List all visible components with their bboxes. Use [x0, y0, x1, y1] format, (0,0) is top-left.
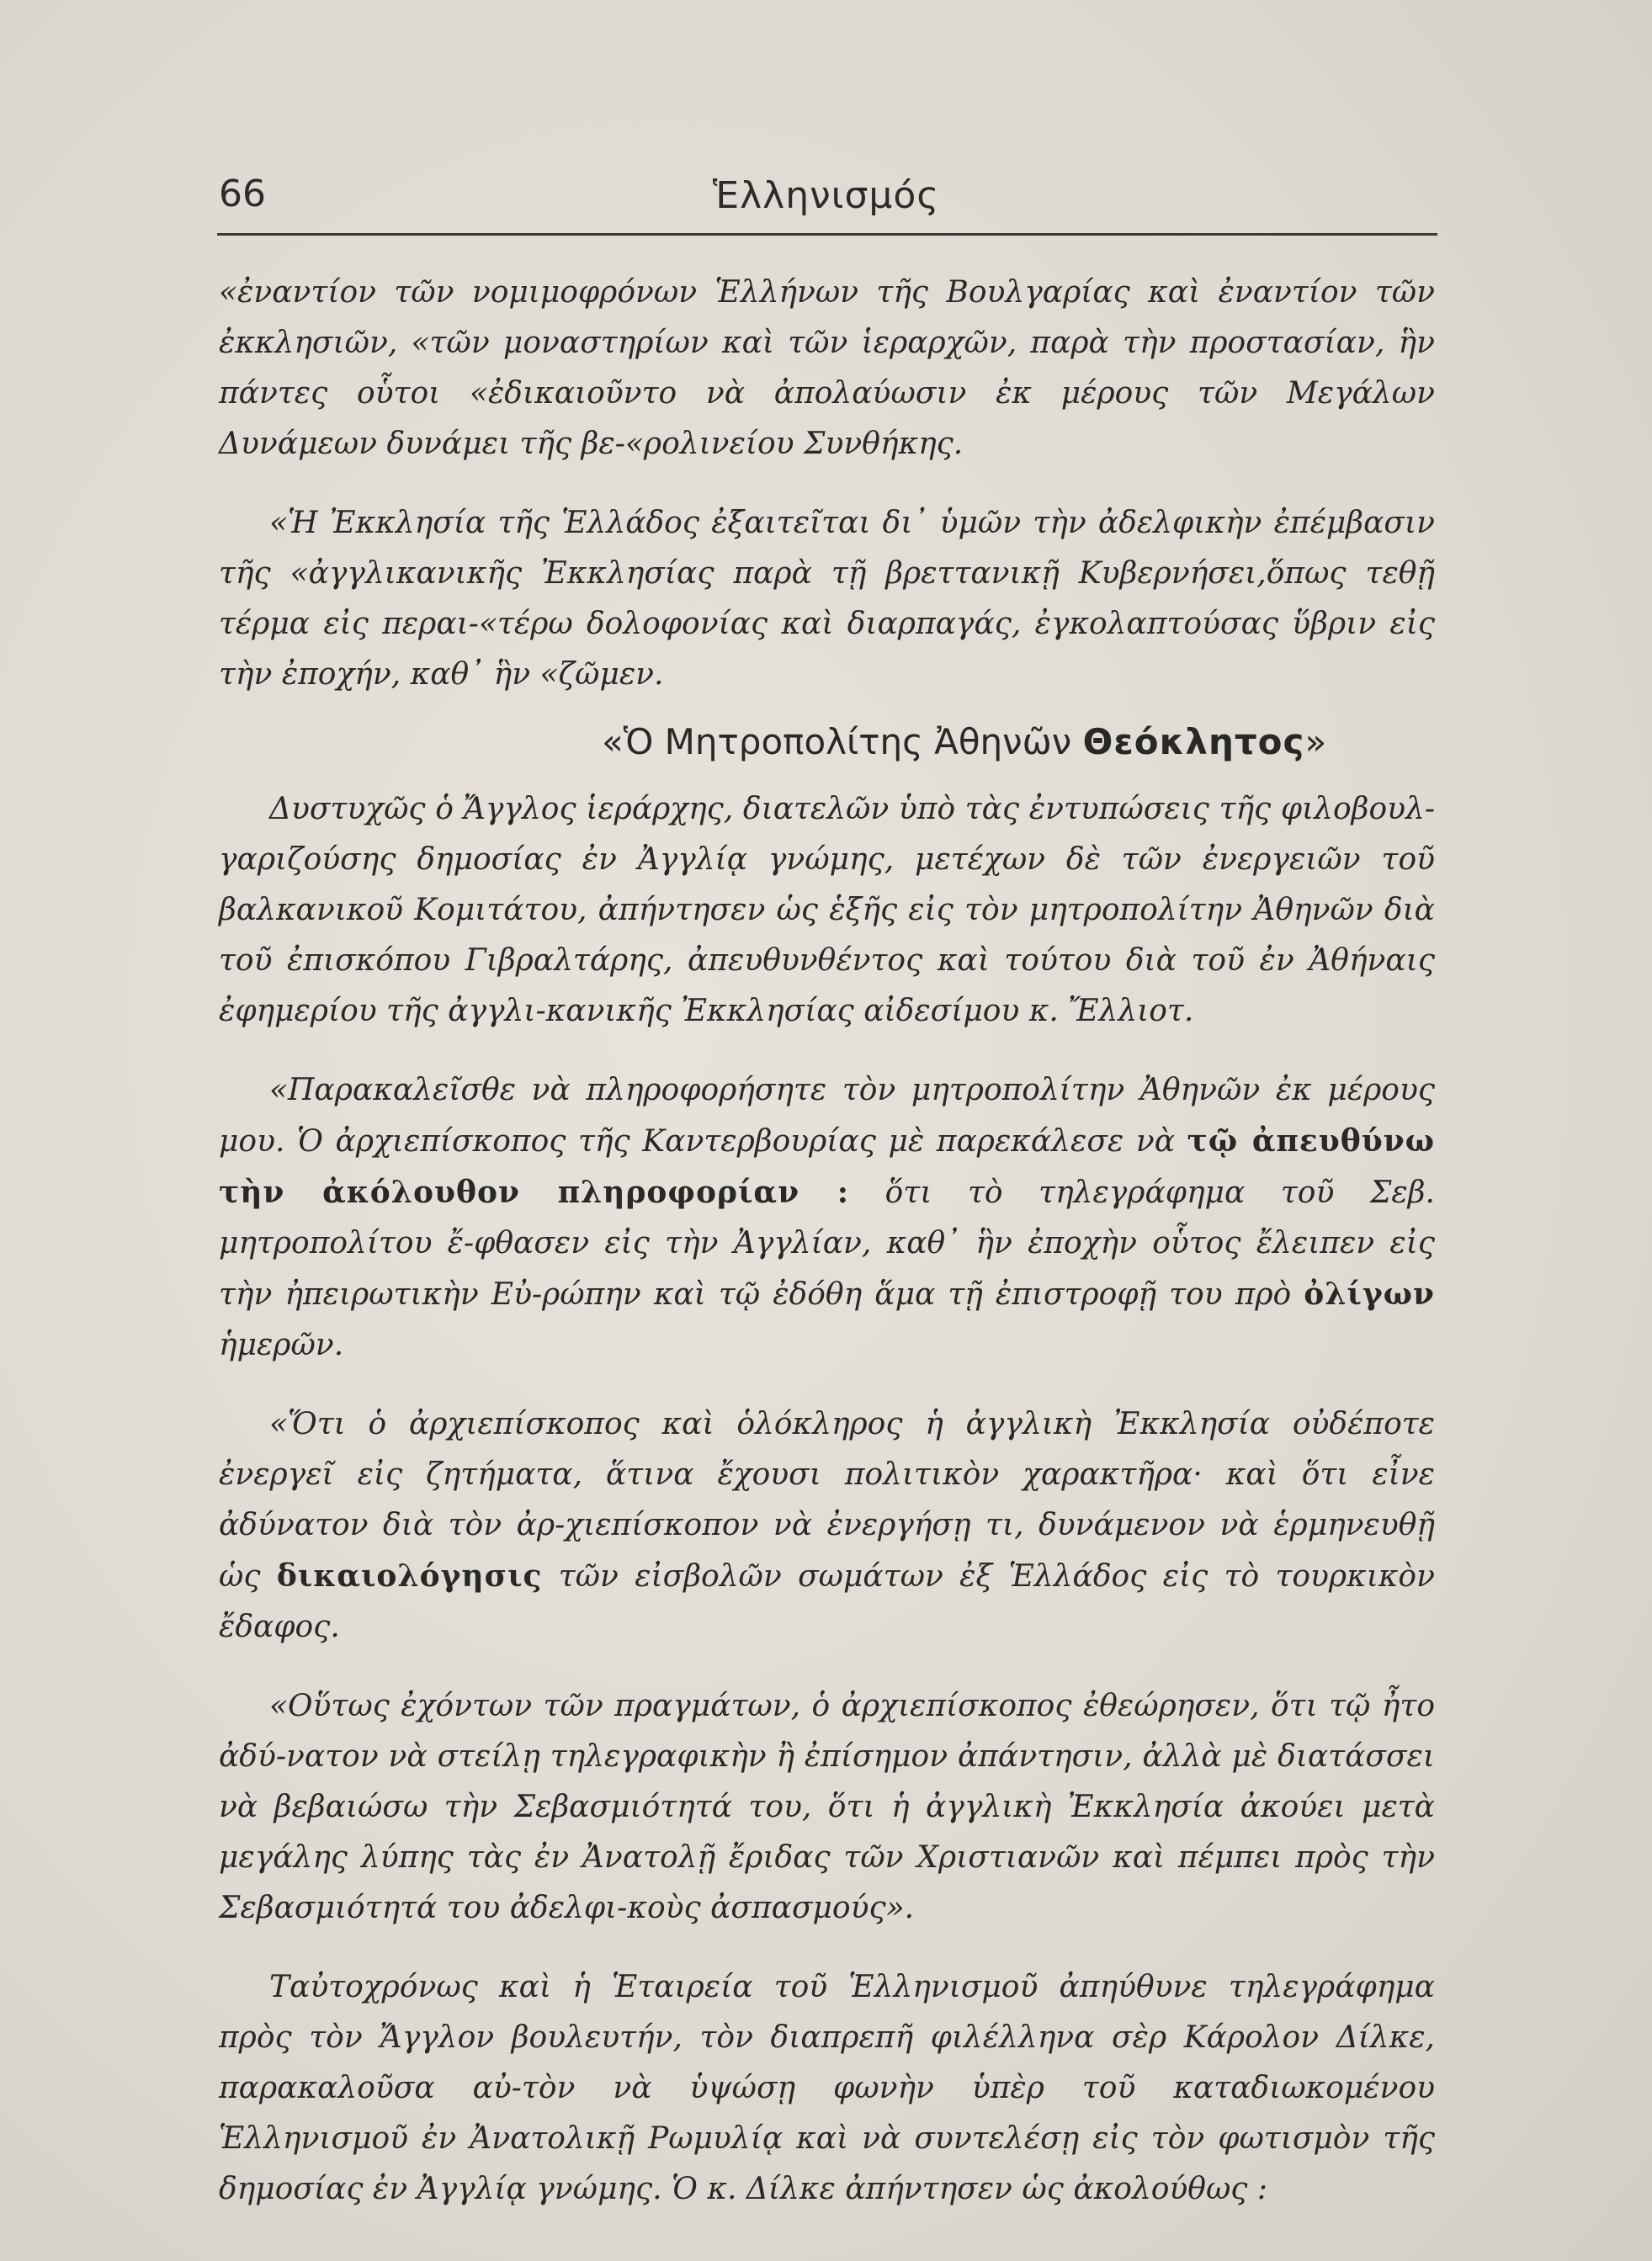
signature-name: Θεόκλητος [1082, 721, 1305, 762]
page-header [0, 172, 1652, 223]
paragraph-6: «Οὕτως ἐχόντων τῶν πραγμάτων, ὁ ἀρχιεπίσκοπος ἐθεώρησεν, ὅτι τῷ ἦτο ἀδύ-νατον νὰ στείλῃ τηλεγραφικὴν ἢ ἐπίσημον ἀπάντησιν, ἀλλὰ μὲ διατάσσει νὰ βεβαιώσω τὴν Σεβασμιότητά του, ὅτι ἡ ἀγγλικὴ Ἐκκλησία ἀκούει μετὰ μεγάλης λύπης τὰς ἐν Ἀνατολῇ ἔριδας τῶν Χριστιανῶν καὶ πέμπει πρὸς τὴν Σεβασμιότητά του ἀδελφι-κοὺς ἀσπασμούς». [219, 1689, 1435, 1925]
paragraph-5-part-a: «Ὅτι ὁ ἀρχιεπίσκοπος καὶ ὁλόκληρος ἡ ἀγγλικὴ Ἐκκλησία οὐδέποτε ἐνεργεῖ εἰς ζητήματα, ἅτινα ἔχουσι πολιτικὸν χαρακτῆρα· καὶ ὅτι εἶνε ἀδύνατον διὰ τὸν ἀρ-χιεπίσκοπον νὰ ἐνεργήσῃ τι, δυνάμενον νὰ ἑρμηνευθῇ ὡς [219, 1407, 1435, 1594]
paragraph-4-part-a: «Παρακαλεῖσθε νὰ πληροφορήσητε τὸν μητροπολίτην Ἀθηνῶν ἐκ μέρους μου. Ὁ ἀρχιεπίσκοπος τῆς Καντερβουρίας μὲ παρεκάλεσε νὰ [219, 1073, 1435, 1159]
paragraph-4-part-b: ὅτι τὸ τηλεγράφημα τοῦ Σεβ. μητροπολίτου ἔ-φθασεν εἰς τὴν Ἀγγλίαν, καθ᾽ ἣν ἐποχὴν οὗτος ἔλειπεν εἰς τὴν ἠπειρωτικὴν Εὐ-ρώπην καὶ τῷ ἐδόθη ἅμα τῇ ἐπιστροφῇ του πρὸ [219, 1176, 1435, 1312]
signature-prefix: «Ὁ Μητροπολίτης Ἀθηνῶν [602, 721, 1083, 762]
paragraph-7: Ταὐτοχρόνως καὶ ἡ Ἑταιρεία τοῦ Ἑλληνισμοῦ ἀπηύθυνε τηλεγράφημα πρὸς τὸν Ἄγγλον βουλευτήν, τὸν διαπρεπῆ φιλέλληνα σὲρ Κάρολον Δίλκε, παρακαλοῦσα αὐ-τὸν νὰ ὑψώσῃ φωνὴν ὑπὲρ τοῦ καταδιωκομένου Ἑλληνισμοῦ ἐν Ἀνατολικῇ Ρωμυλίᾳ καὶ νὰ συντελέσῃ εἰς τὸν φωτισμὸν τῆς δημοσίας ἐν Ἀγγλίᾳ γνώμης. Ὁ κ. Δίλκε ἀπήντησεν ὡς ἀκολούθως : [219, 1970, 1435, 2206]
paragraph-5-emphasis: δικαιολόγησις [276, 1558, 543, 1594]
header-rule [217, 233, 1437, 236]
signature-line [219, 717, 1435, 767]
paragraph-5-part-b: τῶν εἰσβολῶν σωμάτων ἐξ Ἑλλάδος εἰς τὸ τουρκικὸν ἔδαφος. [219, 1559, 1435, 1644]
paragraph-4-part-c: ἡμερῶν. [219, 1328, 344, 1362]
body-text [219, 268, 1435, 2215]
paragraph-5 [219, 1399, 1435, 1653]
paragraph-4-emphasis-1: τῷ ἀπευθύνω τὴν ἀκόλουθον πληροφορίαν : [219, 1123, 1435, 1210]
paragraph-1: «ἐναντίον τῶν νομιμοφρόνων Ἑλλήνων τῆς Βουλγαρίας καὶ ἐναντίον τῶν ἐκκλησιῶν, «τῶν μοναστηρίων καὶ τῶν ἱεραρχῶν, παρὰ τὴν προστασίαν, ἣν πάντες οὗτοι «ἐδικαιοῦντο νὰ ἀπολαύωσιν ἐκ μέρους τῶν Μεγάλων Δυνάμεων δυνάμει τῆς βε-«ρολινείου Συνθήκης. [219, 275, 1435, 461]
paragraph-3: Δυστυχῶς ὁ Ἄγγλος ἱεράρχης, διατελῶν ὑπὸ τὰς ἐντυπώσεις τῆς φιλοβουλ-γαριζούσης δημοσίας ἐν Ἀγγλίᾳ γνώμης, μετέχων δὲ τῶν ἐνεργειῶν τοῦ βαλκανικοῦ Κομιτάτου, ἀπήντησεν ὡς ἑξῆς εἰς τὸν μητροπολίτην Ἀθηνῶν διὰ τοῦ ἐπισκόπου Γιβραλτάρης, ἀπευθυνθέντος καὶ τούτου διὰ τοῦ ἐν Ἀθήναις ἐφημερίου τῆς ἀγγλι-κανικῆς Ἐκκλησίας αἰδεσίμου κ. Ἔλλιοτ. [219, 792, 1435, 1028]
signature-suffix: » [1304, 721, 1327, 762]
page-number: 66 [219, 172, 266, 215]
paragraph-4-emphasis-2: ὀλίγων [1304, 1276, 1435, 1312]
running-title: Ἑλληνισμός [712, 174, 940, 217]
paragraph-2: «Ἡ Ἐκκλησία τῆς Ἑλλάδος ἐξαιτεῖται δι᾽ ὑμῶν τὴν ἀδελφικὴν ἐπέμβασιν τῆς «ἀγγλικανικῆς Ἐκκλησίας παρὰ τῇ βρεττανικῇ Κυβερνήσει,ὅπως τεθῇ τέρμα εἰς περαι-«τέρω δολοφονίας καὶ διαρπαγάς, ἐγκολαπτούσας ὕβριν εἰς τὴν ἐποχήν, καθ᾽ ἣν «ζῶμεν. [219, 506, 1435, 692]
paragraph-4 [219, 1065, 1435, 1371]
